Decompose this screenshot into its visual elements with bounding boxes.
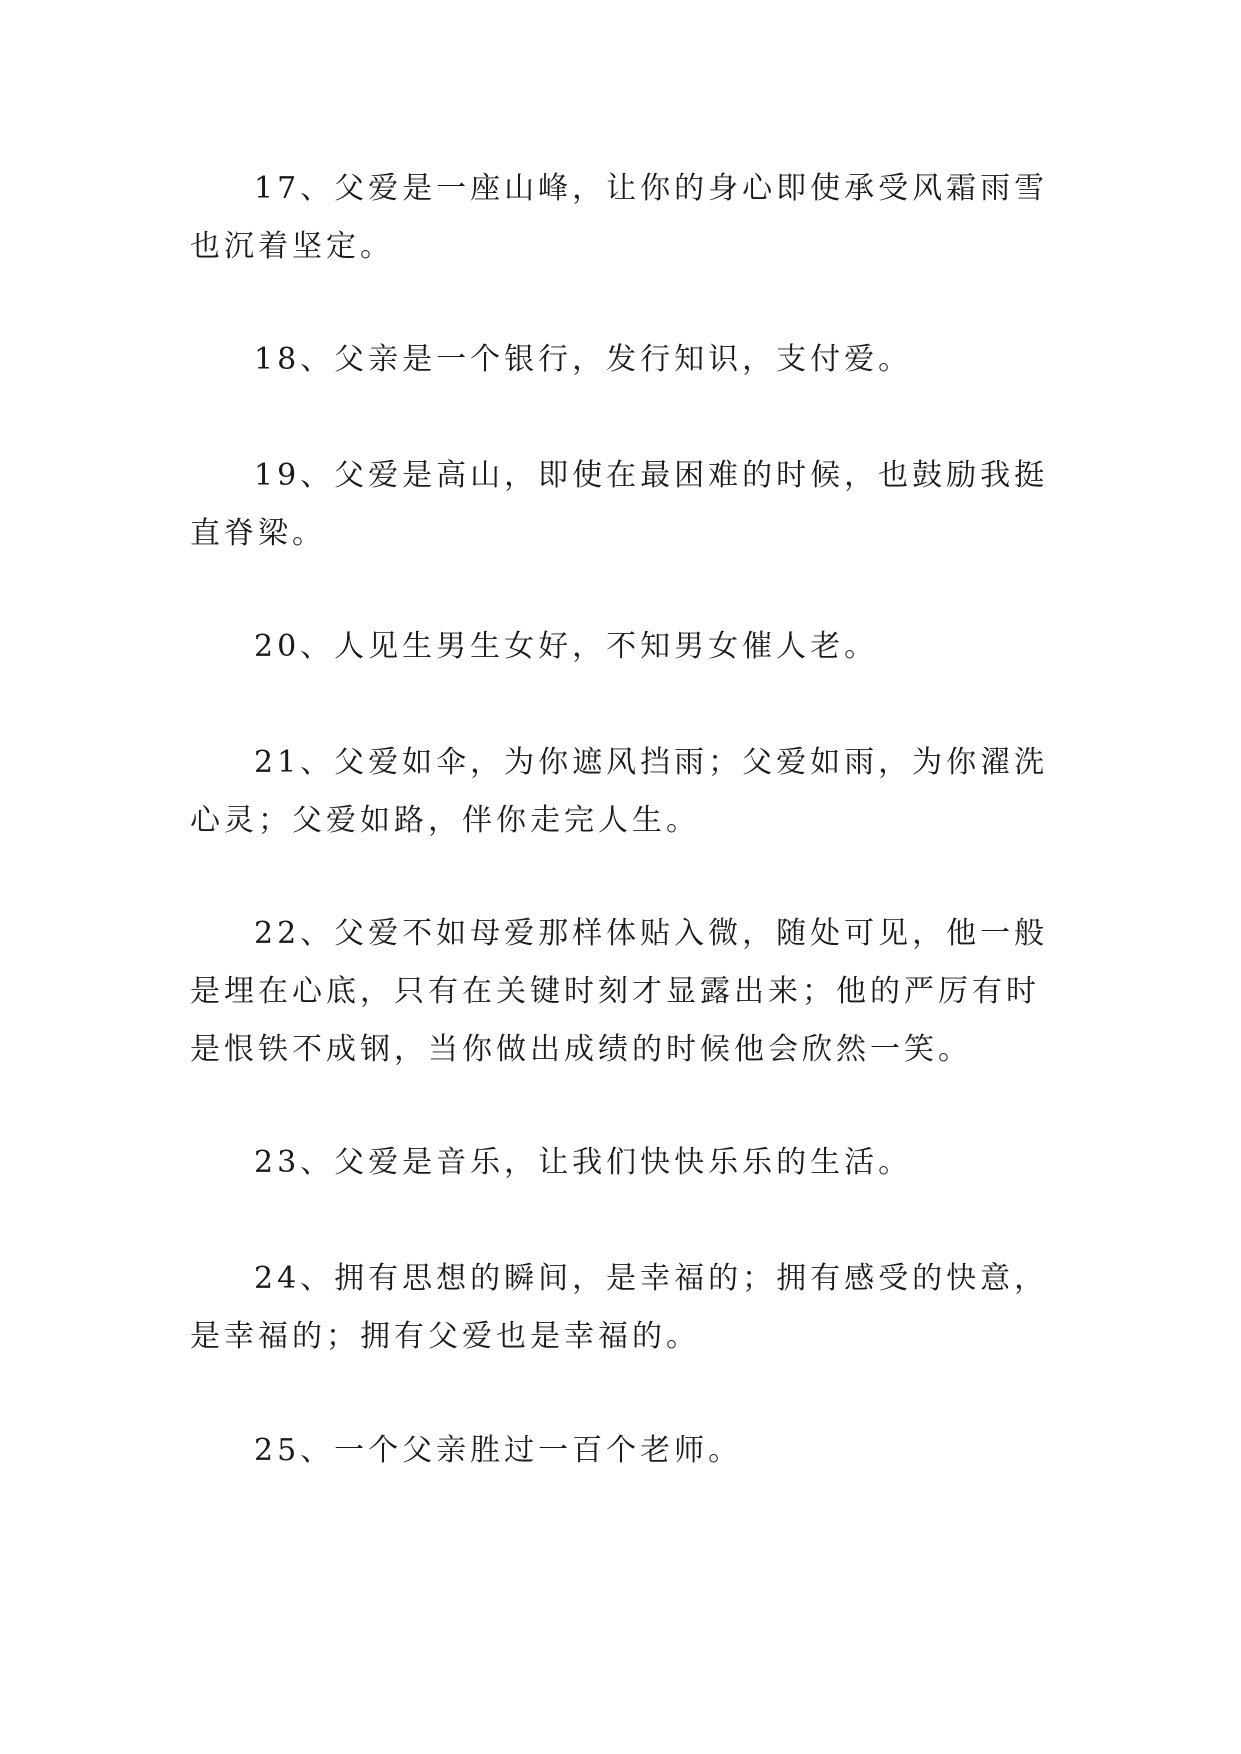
paragraph-24: 24、拥有思想的瞬间，是幸福的；拥有感受的快意，是幸福的；拥有父爱也是幸福的。 xyxy=(190,1261,1049,1354)
paragraph-19: 19、父爱是高山，即使在最困难的时候，也鼓励我挺直脊梁。 xyxy=(190,458,1049,551)
paragraph-18: 18、父亲是一个银行，发行知识，支付爱。 xyxy=(254,342,913,377)
paragraph-25: 25、一个父亲胜过一百个老师。 xyxy=(254,1433,743,1468)
paragraph-21: 21、父爱如伞，为你遮风挡雨；父爱如雨，为你濯洗心灵；父爱如路，伴你走完人生。 xyxy=(190,745,1049,838)
paragraph-20: 20、人见生男生女好，不知男女催人老。 xyxy=(254,629,879,664)
paragraph-22: 22、父爱不如母爱那样体贴入微，随处可见，他一般是埋在心底，只有在关键时刻才显露出来；他的严厉有时是恨铁不成钢，当你做出成绩的时候他会欣然一笑。 xyxy=(190,916,1049,1067)
paragraph-23: 23、父爱是音乐，让我们快快乐乐的生活。 xyxy=(254,1145,913,1180)
paragraph-17: 17、父爱是一座山峰，让你的身心即使承受风霜雨雪也沉着坚定。 xyxy=(190,171,1049,264)
